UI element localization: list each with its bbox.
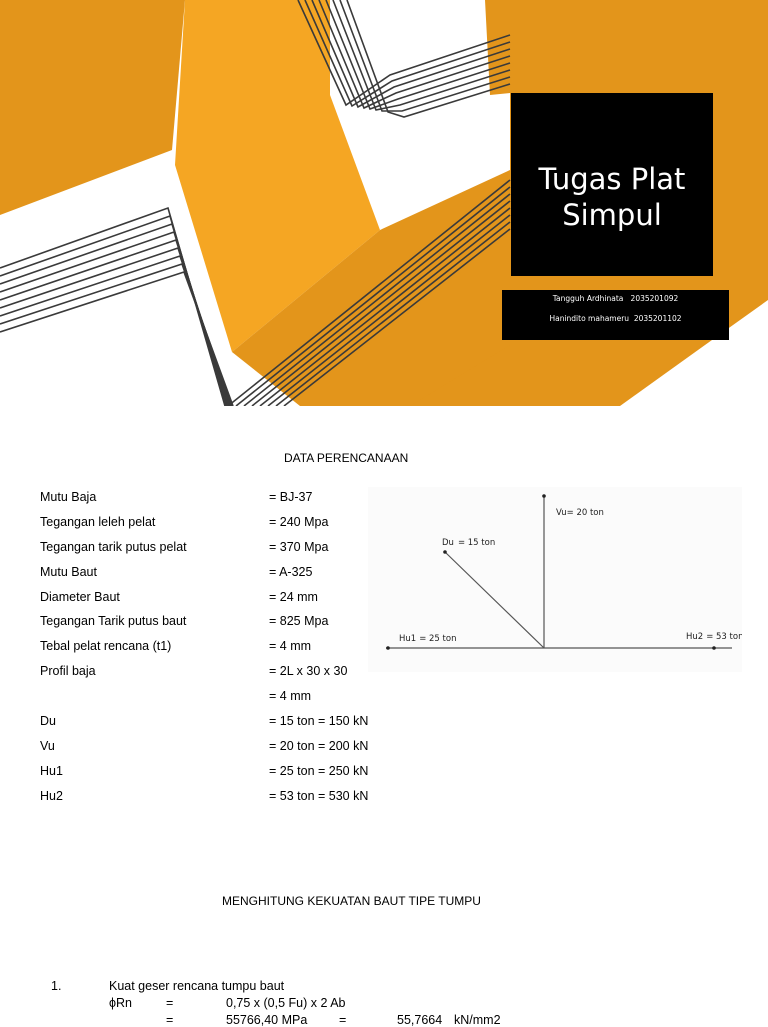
spec-label: Tegangan Tarik putus baut [40,614,187,628]
spec-value: = 15 ton = 150 kN [269,714,369,728]
result-mpa: 55766,40 MPa [226,1013,308,1027]
author-nim: 2035201092 [630,294,679,303]
formula-eq: = [166,996,174,1010]
spec-value: = 240 Mpa [269,515,329,529]
force-diagram [368,487,742,672]
vu-point [542,494,546,498]
spec-label: Tegangan tarik putus pelat [40,540,187,554]
result-eq-2: = [339,1013,347,1027]
result-value: 55,7664 [397,1013,443,1027]
result-eq: = [166,1013,174,1027]
du-point [443,550,447,554]
section-heading-kekuatan-baut: MENGHITUNG KEKUATAN BAUT TIPE TUMPU [222,894,481,908]
title-box [511,93,713,276]
title-line-1: Tugas Plat [538,161,686,196]
spec-label: Vu [40,739,55,753]
authors-box [502,290,729,340]
spec-value: = BJ-37 [269,490,313,504]
spec-value: = 370 Mpa [269,540,329,554]
spec-value: = 53 ton = 530 kN [269,789,369,803]
result-unit: kN/mm2 [454,1013,501,1027]
spec-value: = 25 ton = 250 kN [269,764,369,778]
spec-label: Hu2 [40,789,63,803]
item-number: 1. [51,979,62,993]
hu2-point [712,646,716,650]
author-1 [502,294,729,303]
spec-label: Profil baja [40,664,96,678]
formula-lhs: ϕRn [109,996,132,1010]
spec-value: = 24 mm [269,590,318,604]
author-nim: 2035201102 [633,314,682,323]
author-2 [502,314,729,323]
spec-label: Hu1 [40,764,63,778]
spec-label: Diameter Baut [40,590,120,604]
section-heading-data-perencanaan: DATA PERENCANAAN [284,451,409,465]
spec-value: = 20 ton = 200 kN [269,739,369,753]
force-diagram-lines [368,487,742,672]
spec-label: Mutu Baja [40,490,97,504]
spec-value: = 825 Mpa [269,614,329,628]
du-label: Du = 15 ton [442,538,496,548]
spec-label: Du [40,714,56,728]
author-name: Tangguh Ardhinata [552,294,624,303]
spec-value: = 4 mm [269,689,312,703]
formula-rhs: 0,75 x (0,5 Fu) x 2 Ab [226,996,346,1010]
item-title: Kuat geser rencana tumpu baut [109,979,285,993]
cover-slide [0,0,768,406]
spec-label: Mutu Baut [40,565,97,579]
title-line-2: Simpul [562,197,662,232]
hu1-point [386,646,390,650]
spec-value: = 4 mm [269,639,312,653]
hu1-label: Hu1 = 25 ton [399,634,457,644]
hu2-label: Hu2 = 53 ton [686,632,742,642]
vu-label: Vu= 20 ton [556,508,604,518]
author-name: Hanindito mahameru [549,314,630,323]
spec-label: Tegangan leleh pelat [40,515,156,529]
spec-value: = 2L x 30 x 30 [269,664,348,678]
presentation-title [539,161,686,233]
spec-value: = A-325 [269,565,313,579]
spec-label: Tebal pelat rencana (t1) [40,639,172,653]
